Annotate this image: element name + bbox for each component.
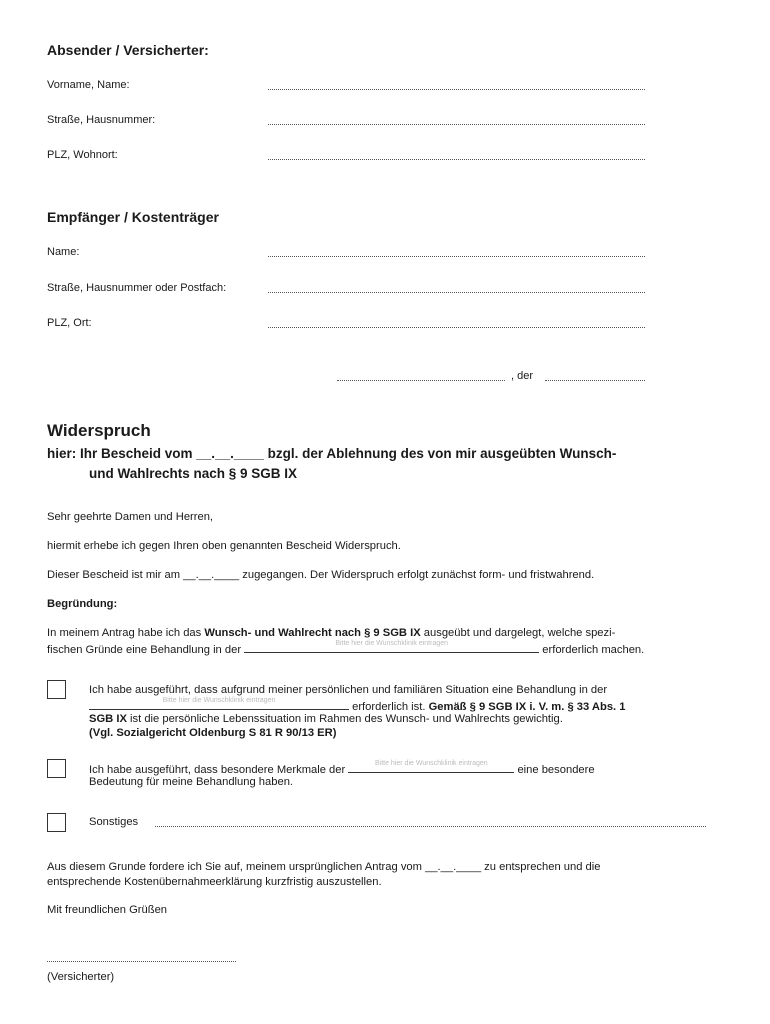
reason-bold-text: Wunsch- und Wahlrecht nach § 9 SGB IX bbox=[204, 627, 421, 639]
signature-label: (Versicherter) bbox=[47, 971, 115, 983]
option-2-checkbox[interactable] bbox=[47, 759, 66, 778]
reason-text: In meinem Antrag habe ich das bbox=[47, 627, 205, 639]
option-3-checkbox[interactable] bbox=[47, 813, 66, 832]
recipient-street-label: Straße, Hausnummer oder Postfach: bbox=[47, 282, 227, 294]
sender-heading: Absender / Versicherter: bbox=[47, 42, 209, 58]
option-2-text: Ich habe ausgeführt, dass besondere Merkmale der bbox=[89, 764, 349, 776]
sender-name-field[interactable] bbox=[268, 89, 645, 90]
clinic-input-3[interactable] bbox=[348, 761, 514, 773]
option-1-text-2: ist die persönliche Lebenssituation im Rahmen des Wunsch- und Wahlrechts gewichtig. bbox=[126, 713, 563, 725]
subject-line-1: hier: Ihr Bescheid vom __.__.____ bzgl. der Ablehnung des von mir ausgeübten Wunsch- bbox=[47, 446, 617, 461]
recipient-heading: Empfänger / Kostenträger bbox=[47, 209, 219, 225]
option-3-label: Sonstiges bbox=[89, 816, 139, 828]
option-1-line-3 bbox=[89, 712, 563, 727]
sender-street-label: Straße, Hausnummer: bbox=[47, 114, 156, 126]
other-reason-field[interactable] bbox=[155, 826, 706, 827]
clinic-input-1[interactable] bbox=[244, 641, 539, 653]
closing-line-1: Aus diesem Grunde fordere ich Sie auf, meinem ursprünglichen Antrag vom __.__.____ zu entsprechen und die bbox=[47, 861, 601, 873]
clinic-placeholder-1: Bitte hier die Wunschklinik eintragen bbox=[335, 640, 449, 647]
option-2-line-2: Bedeutung für meine Behandlung haben. bbox=[89, 776, 294, 788]
recipient-name-field[interactable] bbox=[268, 256, 645, 257]
sender-city-field[interactable] bbox=[268, 159, 645, 160]
date-field[interactable] bbox=[545, 380, 645, 381]
clinic-input-2[interactable] bbox=[89, 698, 349, 710]
intro-paragraph: hiermit erhebe ich gegen Ihren oben genannten Bescheid Widerspruch. bbox=[47, 540, 401, 552]
option-1-legal-ref-2: SGB IX bbox=[89, 713, 127, 725]
option-1-legal-ref: Gemäß § 9 SGB IX i. V. m. § 33 Abs. 1 bbox=[428, 701, 626, 713]
option-1-text: erforderlich ist. bbox=[349, 701, 429, 713]
receipt-paragraph: Dieser Bescheid ist mir am __.__.____ zugegangen. Der Widerspruch erfolgt zunächst form- und fristwahrend. bbox=[47, 569, 595, 581]
reason-text-2-cont: erforderlich machen. bbox=[539, 644, 645, 656]
closing-line-2: entsprechende Kostenübernahmeerklärung kurzfristig auszustellen. bbox=[47, 876, 382, 888]
reason-text-cont: ausgeübt und dargelegt, welche spezi- bbox=[420, 627, 616, 639]
clinic-placeholder-3: Bitte hier die Wunschklinik eintragen bbox=[374, 760, 488, 767]
sender-city-label: PLZ, Wohnort: bbox=[47, 149, 118, 161]
reason-text-2: fischen Gründe eine Behandlung in der bbox=[47, 644, 245, 656]
signature-field[interactable] bbox=[47, 961, 236, 962]
reason-heading: Begründung: bbox=[47, 598, 118, 610]
recipient-street-field[interactable] bbox=[268, 292, 645, 293]
recipient-name-label: Name: bbox=[47, 246, 80, 258]
clinic-placeholder-2: Bitte hier die Wunschklinik eintragen bbox=[162, 697, 276, 704]
letter-title: Widerspruch bbox=[47, 421, 151, 440]
option-2-text-cont: eine besondere bbox=[514, 764, 595, 776]
reason-line-2 bbox=[47, 641, 644, 658]
place-field[interactable] bbox=[337, 380, 505, 381]
option-1-court-ref: (Vgl. Sozialgericht Oldenburg S 81 R 90/13 ER) bbox=[89, 727, 337, 739]
recipient-city-field[interactable] bbox=[268, 327, 645, 328]
sender-street-field[interactable] bbox=[268, 124, 645, 125]
greeting: Mit freundlichen Grüßen bbox=[47, 904, 168, 916]
salutation: Sehr geehrte Damen und Herren, bbox=[47, 511, 214, 523]
option-1-checkbox[interactable] bbox=[47, 680, 66, 699]
option-1-line-1: Ich habe ausgeführt, dass aufgrund meiner persönlichen und familiären Situation eine Behandlung in der bbox=[89, 684, 608, 696]
sender-name-label: Vorname, Name: bbox=[47, 79, 130, 91]
recipient-city-label: PLZ, Ort: bbox=[47, 317, 92, 329]
date-separator: , der bbox=[511, 370, 534, 382]
subject-line-2: und Wahlrechts nach § 9 SGB IX bbox=[89, 466, 298, 481]
